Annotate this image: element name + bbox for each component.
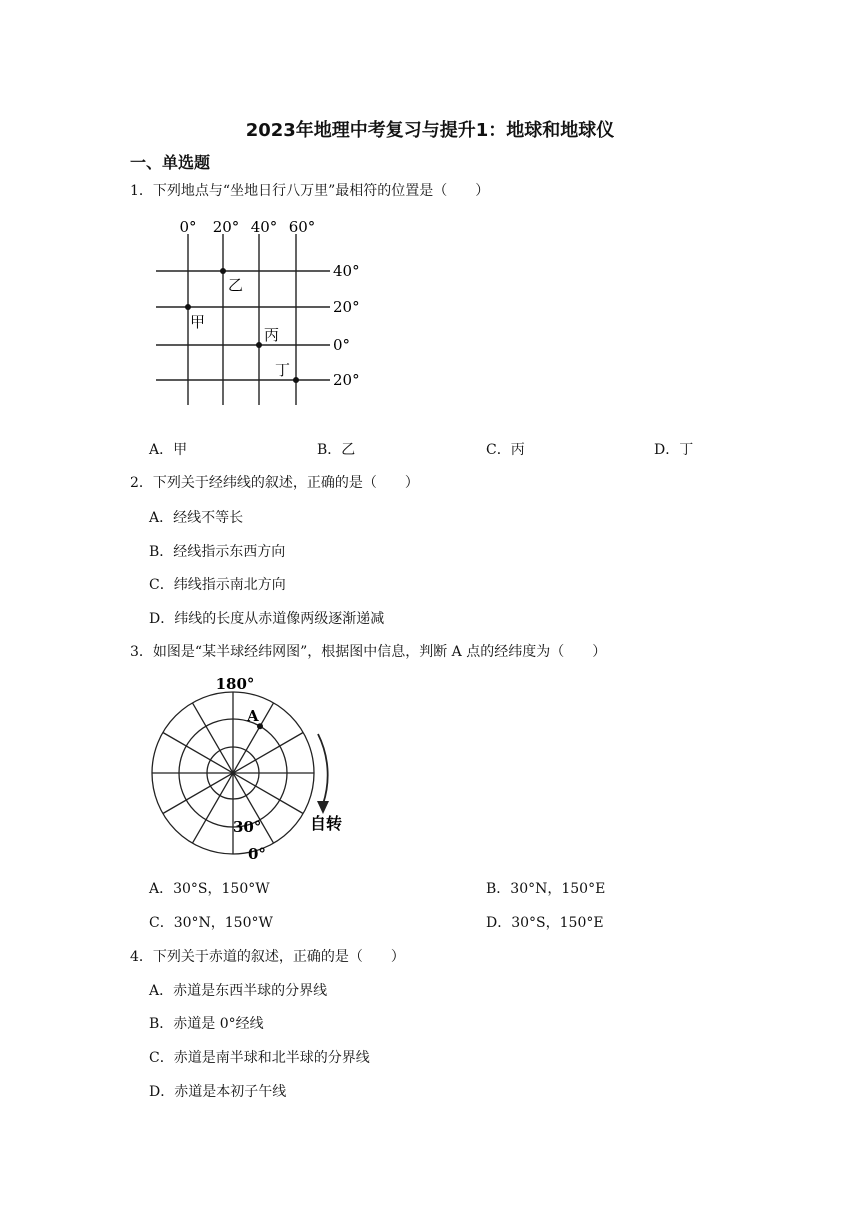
- question-2-stem: 2．下列关于经纬线的叙述，正确的是（ ）: [130, 475, 419, 491]
- lat-label: 20°: [333, 298, 360, 316]
- graticule-figure: [150, 212, 370, 412]
- rotation-label: 自转: [310, 814, 343, 833]
- q1-option-d[interactable]: D．丁: [654, 442, 694, 458]
- q4-option-a[interactable]: A．赤道是东西半球的分界线: [149, 983, 328, 999]
- point-label: 丁: [275, 361, 291, 379]
- question-3-stem: 3．如图是“某半球经纬网图”，根据图中信息，判断 A 点的经纬度为（ ）: [130, 644, 607, 660]
- point-jia: [185, 304, 191, 310]
- lon-label: 20°: [212, 218, 240, 236]
- q1-option-b[interactable]: B．乙: [317, 442, 356, 458]
- point-label: 甲: [190, 313, 206, 331]
- q2-option-a[interactable]: A．经线不等长: [149, 510, 244, 526]
- question-1-stem: 1．下列地点与“坐地日行八万里”最相符的位置是（ ）: [130, 183, 490, 199]
- section-heading: 一、单选题: [130, 153, 211, 172]
- lat-label: 0°: [333, 336, 351, 354]
- point-bing: [256, 342, 262, 348]
- label-0: 0°: [248, 845, 266, 863]
- q3-option-b[interactable]: B．30°N，150°E: [486, 881, 606, 897]
- q4-option-d[interactable]: D．赤道是本初子午线: [149, 1084, 287, 1100]
- page-title: 2023年地理中考复习与提升1：地球和地球仪: [245, 120, 615, 141]
- q3-option-a[interactable]: A．30°S，150°W: [149, 881, 270, 897]
- point-label: 乙: [228, 276, 244, 294]
- point-yi: [220, 268, 226, 274]
- point-ding: [293, 377, 299, 383]
- q2-option-c[interactable]: C．纬线指示南北方向: [149, 577, 286, 593]
- q2-option-b[interactable]: B．经线指示东西方向: [149, 544, 286, 560]
- q3-option-d[interactable]: D．30°S，150°E: [486, 915, 604, 931]
- point-a-label: A: [247, 707, 259, 725]
- lat-label: 20°: [333, 371, 360, 389]
- q3-option-c[interactable]: C．30°N，150°W: [149, 915, 273, 931]
- lon-label: 0°: [179, 218, 197, 236]
- q1-option-c[interactable]: C．丙: [486, 442, 525, 458]
- rotation-arrow: [318, 734, 328, 804]
- q4-option-b[interactable]: B．赤道是 0°经线: [149, 1016, 264, 1032]
- q4-option-c[interactable]: C．赤道是南半球和北半球的分界线: [149, 1050, 370, 1066]
- arrow-head-icon: [317, 801, 329, 814]
- polar-graticule-figure: [148, 672, 358, 864]
- label-180: 180°: [215, 675, 255, 693]
- q1-option-a[interactable]: A．甲: [149, 442, 188, 458]
- label-30: 30°: [233, 818, 262, 836]
- point-label: 丙: [264, 326, 280, 344]
- q2-option-d[interactable]: D．纬线的长度从赤道像两级逐渐递减: [149, 611, 385, 627]
- question-4-stem: 4．下列关于赤道的叙述，正确的是（ ）: [130, 949, 405, 965]
- lat-label: 40°: [333, 262, 360, 280]
- lon-label: 60°: [288, 218, 316, 236]
- lon-label: 40°: [250, 218, 278, 236]
